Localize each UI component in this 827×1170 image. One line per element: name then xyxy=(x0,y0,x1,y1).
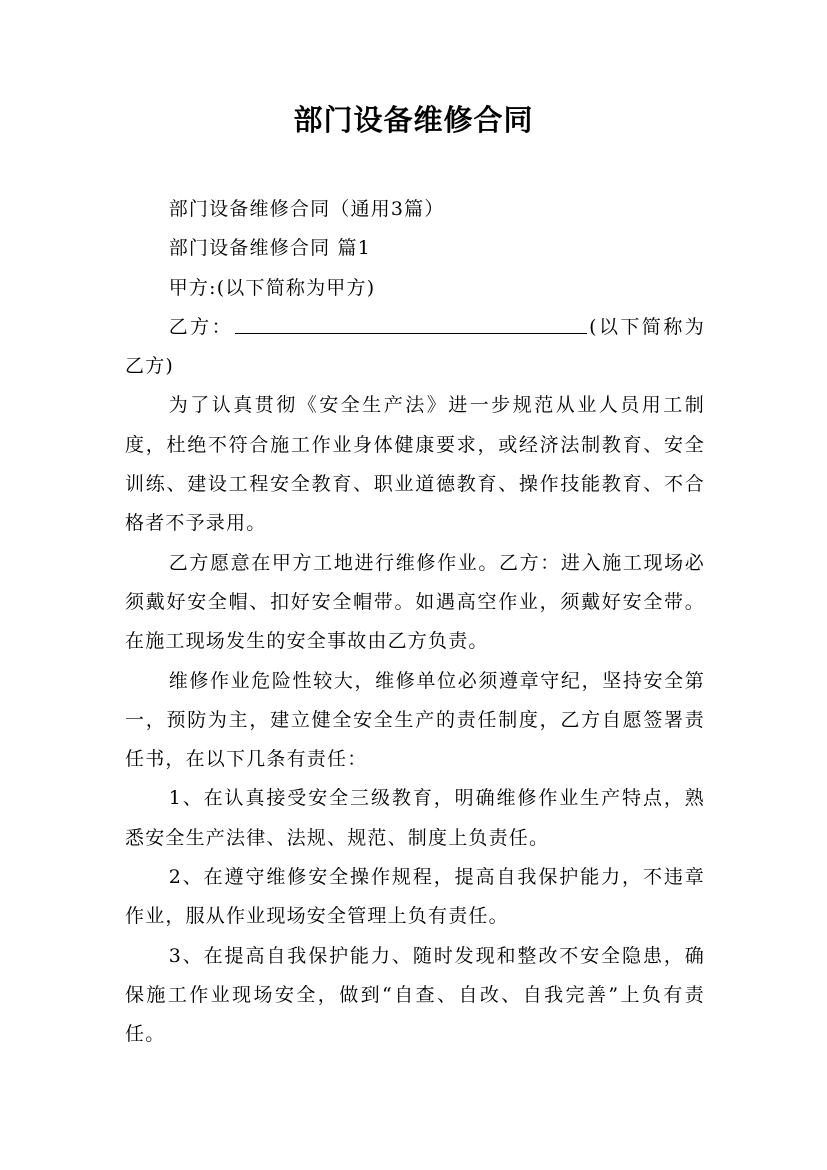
paragraph-party-b-duties: 乙方愿意在甲方工地进行维修作业。乙方：进入施工现场必须戴好安全帽、扣好安全帽带。如遇高空作业，须戴好安全带。在施工现场发生的安全事故由乙方负责。 xyxy=(125,551,705,653)
paragraph-item-1: 1、在认真接受安全三级教育，明确维修作业生产特点，熟悉安全生产法律、法规、规范、制度上负责任。 xyxy=(125,787,705,849)
document-title: 部门设备维修合同 xyxy=(293,103,534,137)
paragraph-party-a: 甲方:(以下简称为甲方) xyxy=(168,276,376,299)
party-b-blank-line xyxy=(235,312,587,334)
paragraph-party-b xyxy=(125,308,705,387)
paragraph-item-2: 2、在遵守维修安全操作规程，提高自我保护能力，不违章作业，服从作业现场安全管理上负有责任。 xyxy=(125,866,705,928)
paragraph-subtitle: 部门设备维修合同（通用3篇） xyxy=(168,198,445,220)
document-body xyxy=(125,190,705,1055)
paragraph-part-heading: 部门设备维修合同 篇1 xyxy=(168,237,372,260)
paragraph-item-3: 3、在提高自我保护能力、随时发现和整改不安全隐患，确保施工作业现场安全，做到“自查、自改、自我完善”上负有责任。 xyxy=(125,944,705,1046)
paragraph-responsibility: 维修作业危险性较大，维修单位必须遵章守纪，坚持安全第一，预防为主，建立健全安全生产的责任制度，乙方自愿签署责任书，在以下几条有责任： xyxy=(125,669,705,771)
paragraph-purpose: 为了认真贯彻《安全生产法》进一步规范从业人员用工制度，杜绝不符合施工作业身体健康要求，或经济法制教育、安全训练、建设工程安全教育、职业道德教育、操作技能教育、不合格者不予录用。 xyxy=(125,394,705,535)
party-b-suffix: (以下简称为乙方) xyxy=(125,315,705,378)
party-b-prefix: 乙方： xyxy=(168,315,234,338)
